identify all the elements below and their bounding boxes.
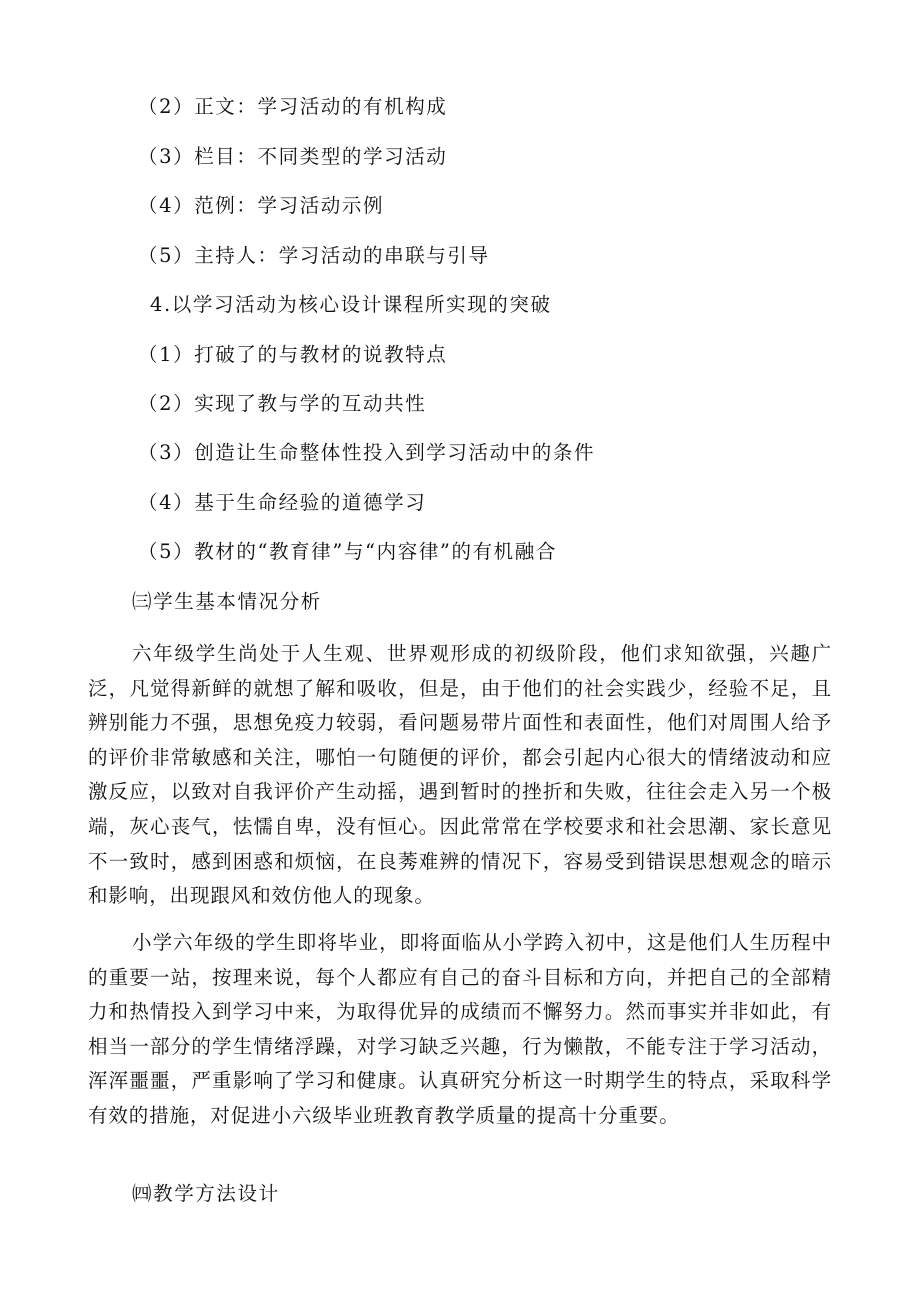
list-item: （3）创造让生命整体性投入到学习活动中的条件: [138, 441, 596, 464]
list-item: （5）教材的“教育律”与“内容律”的有机融合: [138, 540, 557, 563]
list-item: （2）实现了教与学的互动共性: [138, 392, 427, 415]
list-item: （1）打破了的与教材的说教特点: [138, 343, 448, 366]
body-paragraph: 小学六年级的学生即将毕业，即将面临从小学跨入初中，这是他们人生历程中的重要一站，按理来说，每个人都应有自己的奋斗目标和方向，并把自己的全部精力和热情投入到学习中来，为取得优异的成绩而不懈努力。然而事实并非如此，有相当一部分的学生情绪浮躁，对学习缺乏兴趣，行为懒散，不能专注于学习活动，浑浑噩噩，严重影响了学习和健康。认真研究分析这一时期学生的特点，采取科学有效的措施，对促进小六级毕业班教育教学质量的提高十分重要。: [88, 931, 832, 1127]
body-paragraph: 六年级学生尚处于人生观、世界观形成的初级阶段，他们求知欲强，兴趣广泛，凡觉得新鲜的就想了解和吸收，但是，由于他们的社会实践少，经验不足，且辨别能力不强，思想免疫力较弱，看问题易带片面性和表面性，他们对周围人给予的评价非常敏感和关注，哪怕一句随便的评价，都会引起内心很大的情绪波动和应激反应，以致对自我评价产生动摇，遇到暂时的挫折和失败，往往会走入另一个极端，灰心丧气，怯懦自卑，没有恒心。因此常常在学校要求和社会思潮、家长意见不一致时，感到困惑和烦恼，在良莠难辨的情况下，容易受到错误思想观念的暗示和影响，出现跟风和效仿他人的现象。: [88, 642, 832, 908]
list-item: （3）栏目：不同类型的学习活动: [138, 145, 448, 168]
list-item: （4）基于生命经验的道德学习: [138, 491, 427, 514]
list-item: （5）主持人：学习活动的串联与引导: [138, 244, 490, 267]
section-heading: 4.以学习活动为核心设计课程所实现的突破: [150, 293, 552, 316]
list-item: （2）正文：学习活动的有机构成: [138, 95, 448, 118]
list-item: （4）范例：学习活动示例: [138, 194, 385, 217]
section-heading: ㈢学生基本情况分析: [132, 590, 322, 613]
section-heading: ㈣教学方法设计: [132, 1182, 280, 1205]
